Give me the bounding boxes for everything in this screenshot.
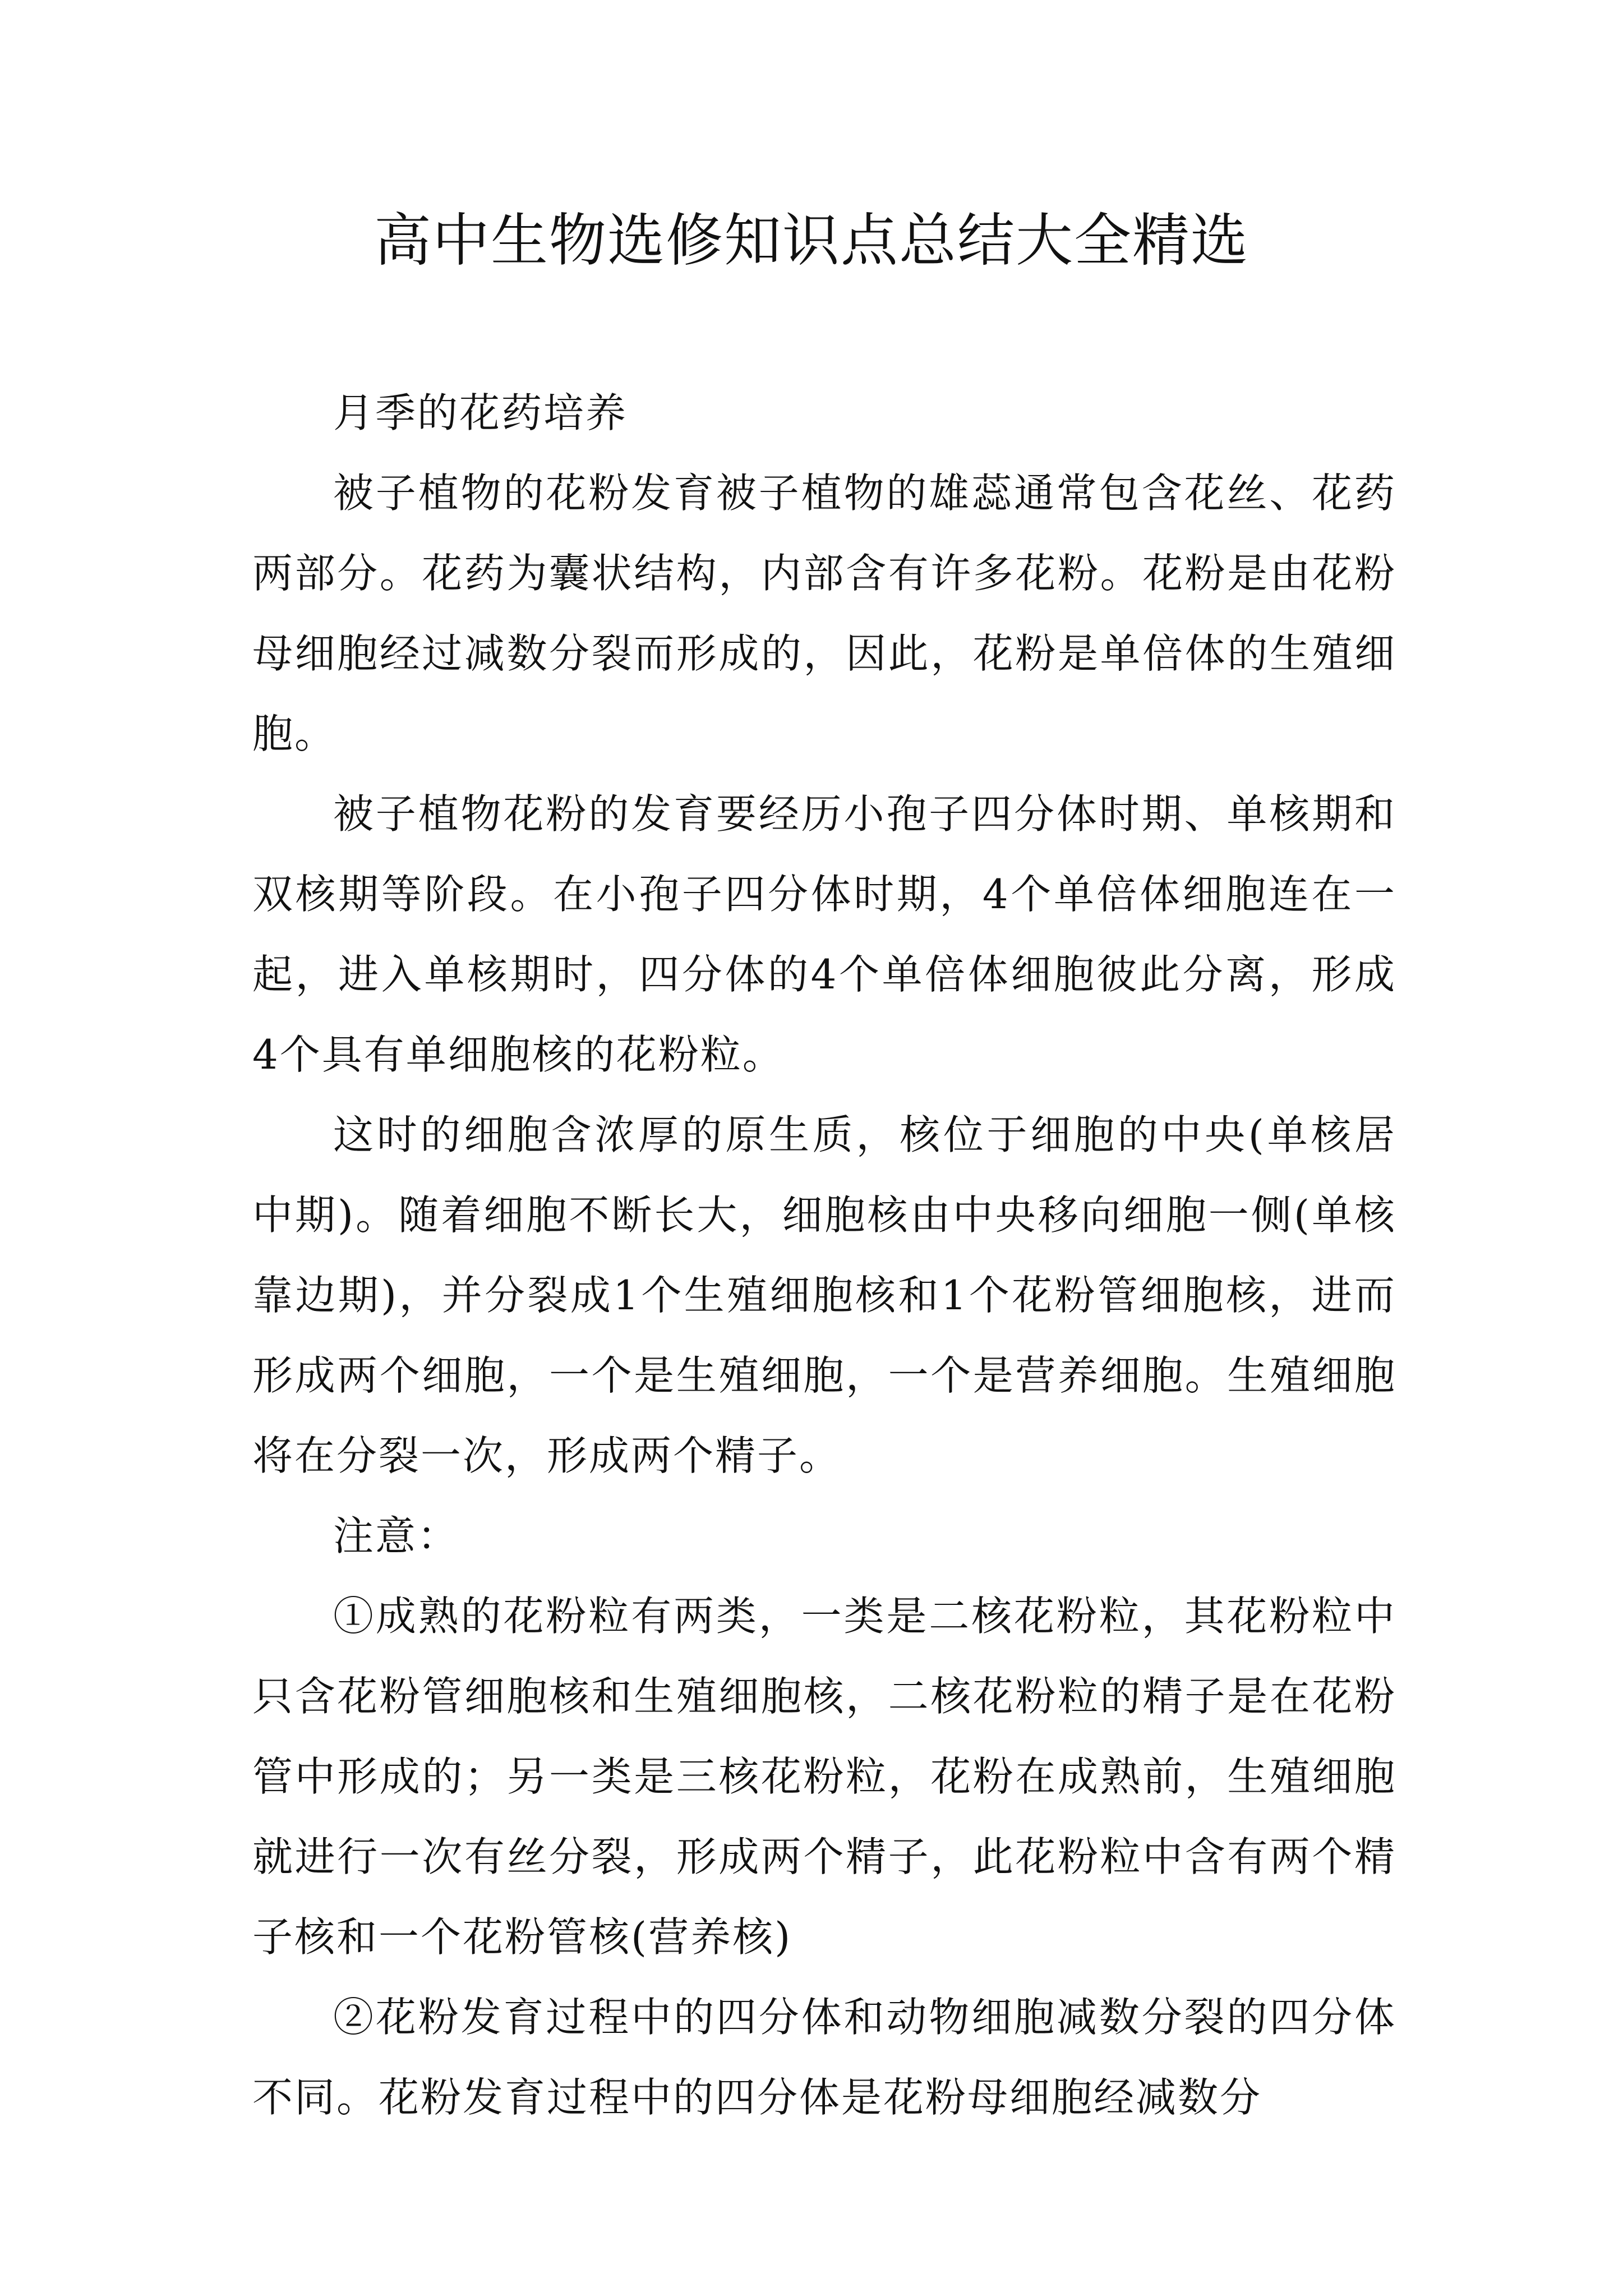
section-heading: 月季的花药培养 [333, 389, 628, 436]
paragraph: 这时的细胞含浓厚的原生质，核位于细胞的中央(单核居中期)。随着细胞不断长大，细胞核由中央移向细胞一侧(单核靠边期)，并分裂成1个生殖细胞核和1个花粉管细胞核，进而形成两个细胞，一个是生殖细胞，一个是营养细胞。生殖细胞将在分裂一次，形成两个精子。 [252, 1111, 1396, 1479]
document-body [252, 373, 1396, 2138]
note-heading: 注意： [333, 1512, 460, 1559]
note-item-1: ①成熟的花粉粒有两类，一类是二核花粉粒，其花粉粒中只含花粉管细胞核和生殖细胞核，二核花粉粒的精子是在花粉管中形成的；另一类是三核花粉粒，花粉在成熟前，生殖细胞就进行一次有丝分裂，形成两个精子，此花粉粒中含有两个精子核和一个花粉管核(营养核) [252, 1593, 1396, 1961]
paragraph: 被子植物的花粉发育被子植物的雄蕊通常包含花丝、花药两部分。花药为囊状结构，内部含有许多花粉。花粉是由花粉母细胞经过减数分裂而形成的，因此，花粉是单倍体的生殖细胞。 [252, 470, 1396, 757]
document-title: 高中生物选修知识点总结大全精选 [374, 208, 1249, 274]
note-item-2: ②花粉发育过程中的四分体和动物细胞减数分裂的四分体不同。花粉发育过程中的四分体是花粉母细胞经减数分 [252, 1994, 1396, 2121]
paragraph: 被子植物花粉的发育要经历小孢子四分体时期、单核期和双核期等阶段。在小孢子四分体时期，4个单倍体细胞连在一起，进入单核期时，四分体的4个单倍体细胞彼此分离，形成4个具有单细胞核的花粉粒。 [252, 790, 1396, 1078]
